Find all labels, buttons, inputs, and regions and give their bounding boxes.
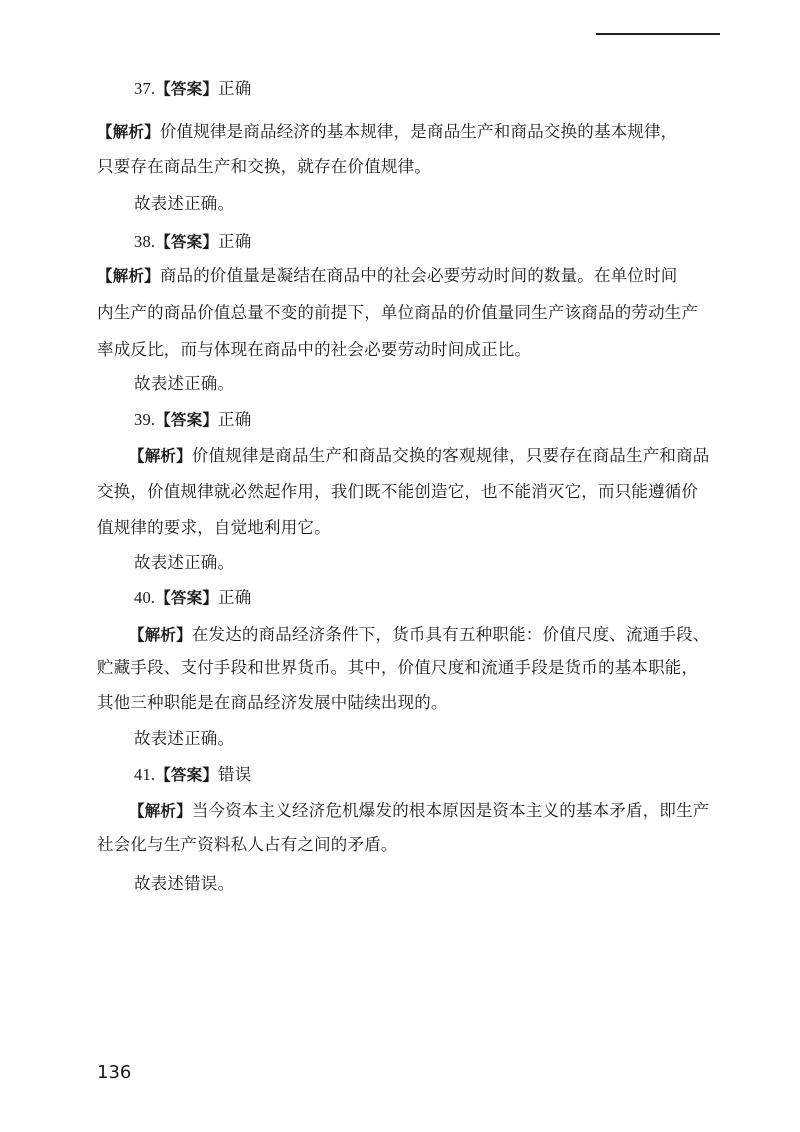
analysis-tag: 【解析】 [129, 802, 192, 820]
item-number: 41. [134, 765, 156, 784]
analysis-text: 当今资本主义经济危机爆发的根本原因是资本主义的基本矛盾，即生产 [191, 801, 710, 820]
item-number: 37. [134, 79, 156, 98]
analysis-text: 社会化与生产资料私人占有之间的矛盾。 [97, 835, 398, 854]
analysis-text: 其他三种职能是在商品经济发展中陆续出现的。 [97, 693, 448, 712]
analysis-tag: 【解析】 [129, 447, 192, 465]
answer-tag: 【答案】 [155, 589, 219, 607]
answer-tag: 【答案】 [155, 233, 219, 251]
analysis-line [97, 156, 431, 178]
answer-line-38 [134, 231, 251, 253]
analysis-line [97, 834, 398, 856]
analysis-tag: 【解析】 [129, 626, 192, 644]
analysis-text: 贮藏手段、支付手段和世界货币。其中，价值尺度和流通手段是货币的基本职能， [97, 658, 699, 677]
answer-tag: 【答案】 [155, 411, 219, 429]
analysis-text: 只要存在商品生产和交换，就存在价值规律。 [97, 157, 431, 176]
analysis-line [97, 517, 331, 539]
answer-line-41 [134, 764, 251, 786]
analysis-line [97, 692, 448, 714]
analysis-line [129, 624, 710, 646]
analysis-line [97, 265, 678, 287]
analysis-text: 值规律的要求，自觉地利用它。 [97, 518, 331, 537]
conclusion-line: 故表述正确。 [134, 374, 235, 393]
answer-tag: 【答案】 [155, 80, 219, 98]
header-rule [596, 33, 720, 35]
conclusion-line: 故表述正确。 [134, 553, 235, 572]
item-number: 39. [134, 410, 156, 429]
analysis-line [97, 121, 678, 143]
analysis-tag: 【解析】 [97, 123, 160, 141]
item-number: 40. [134, 588, 156, 607]
analysis-text: 价值规律是商品经济的基本规律，是商品生产和商品交换的基本规律， [159, 122, 678, 141]
analysis-line [129, 445, 710, 467]
answer-value: 正确 [218, 410, 252, 429]
answer-value: 正确 [218, 588, 252, 607]
analysis-text: 内生产的商品价值总量不变的前提下，单位商品的价值量同生产该商品的劳动生产 [97, 303, 699, 322]
conclusion-line: 故表述错误。 [134, 874, 235, 893]
analysis-line [129, 800, 710, 822]
answer-line-37 [134, 78, 251, 100]
analysis-line [97, 481, 698, 503]
analysis-text: 商品的价值量是凝结在商品中的社会必要劳动时间的数量。在单位时间 [159, 266, 678, 285]
analysis-line [97, 339, 531, 361]
answer-value: 错误 [218, 765, 252, 784]
analysis-text: 在发达的商品经济条件下，货币具有五种职能：价值尺度、流通手段、 [191, 625, 710, 644]
page-number: 136 [97, 1062, 132, 1083]
analysis-line [97, 657, 698, 679]
analysis-text: 率成反比，而与体现在商品中的社会必要劳动时间成正比。 [97, 340, 532, 359]
item-number: 38. [134, 232, 156, 251]
answer-line-39 [134, 409, 251, 431]
analysis-line [97, 302, 698, 324]
answer-value: 正确 [218, 79, 252, 98]
conclusion-line: 故表述正确。 [134, 194, 235, 213]
analysis-text: 交换，价值规律就必然起作用，我们既不能创造它，也不能消灭它，而只能遵循价 [97, 482, 699, 501]
answer-line-40 [134, 587, 251, 609]
analysis-tag: 【解析】 [97, 267, 160, 285]
answer-value: 正确 [218, 232, 252, 251]
analysis-text: 价值规律是商品生产和商品交换的客观规律，只要存在商品生产和商品 [191, 446, 710, 465]
conclusion-line: 故表述正确。 [134, 729, 235, 748]
answer-tag: 【答案】 [155, 766, 219, 784]
